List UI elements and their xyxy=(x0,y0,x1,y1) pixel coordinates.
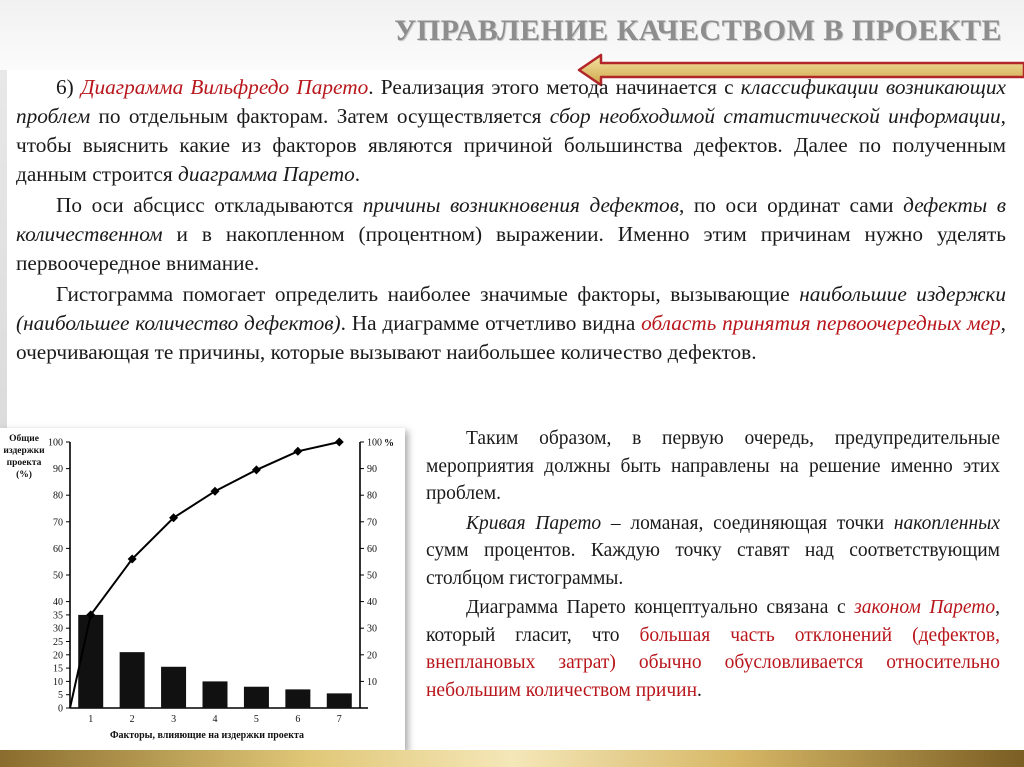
y-tick-label: 5 xyxy=(58,690,63,702)
red-span: большая часть отклонений (дефектов, внеплановых затрат) обычно обусловливается относительно небольшим количеством причин xyxy=(426,624,1000,701)
italic-span: сбор необходимой статистической информации xyxy=(549,104,1001,128)
x-tick-label: 5 xyxy=(253,714,259,725)
pareto-curve-point xyxy=(293,447,302,456)
text-span: , который гласит, что xyxy=(426,597,1001,646)
text-span: . Реализация этого метода начинается с xyxy=(368,75,741,99)
x-tick-label: 6 xyxy=(295,714,301,725)
italic-span: классификации возникающих проблем xyxy=(16,75,1006,128)
y-axis-label-line: проекта xyxy=(6,458,42,468)
pareto-chart xyxy=(0,428,405,751)
y2-axis-label: % xyxy=(384,438,394,449)
x-tick-label: 4 xyxy=(212,714,218,725)
y-tick-label: 70 xyxy=(53,517,63,529)
y2-tick-label: 90 xyxy=(367,464,377,476)
red-italic-span: область принятия первоочередных мер xyxy=(641,311,1001,335)
italic-span: причины возникновения дефектов xyxy=(362,193,679,217)
bar xyxy=(120,652,145,708)
bar xyxy=(244,687,269,708)
y2-tick-label: 80 xyxy=(367,490,377,502)
text-span: . На диаграмме отчетливо видна xyxy=(340,311,642,335)
text-span: . xyxy=(354,162,361,186)
text-span: сумм процентов. Каждую точку ставят над соответствующим столбцом гистограммы. xyxy=(426,540,1000,589)
bar xyxy=(327,693,352,708)
pareto-chart-svg xyxy=(0,428,405,751)
paragraph-axes xyxy=(16,191,1006,278)
y2-tick-label: 40 xyxy=(367,597,377,609)
y2-tick-label: 60 xyxy=(367,543,377,555)
y2-tick-label: 70 xyxy=(367,517,377,529)
bar xyxy=(203,681,228,708)
text-span: – ломаная, соединяющая точки xyxy=(601,512,894,534)
pareto-curve-line xyxy=(70,442,339,708)
side-text xyxy=(426,425,1000,704)
text-span: , по оси ординат сами xyxy=(678,193,904,217)
y-tick-label: 60 xyxy=(53,543,63,555)
bar xyxy=(285,689,310,708)
text-span: Гистограмма помогает определить наиболее значимые факторы, вызывающие xyxy=(56,282,800,306)
bar xyxy=(78,615,103,708)
italic-span: дефекты в количественном xyxy=(16,193,1006,246)
y-tick-label: 10 xyxy=(53,676,63,688)
paragraph-conclusion: Таким образом, в первую очередь, предупредительные мероприятия должны быть направлены на решение именно этих проблем. xyxy=(426,428,1000,504)
y-tick-label: 40 xyxy=(53,597,63,609)
y-axis-label-line: (%) xyxy=(16,470,32,480)
y-tick-label: 35 xyxy=(53,610,63,622)
text-span: Диаграмма Парето концептуально связана с xyxy=(466,597,855,618)
y-tick-label: 25 xyxy=(53,637,63,648)
y2-tick-label: 30 xyxy=(367,623,377,635)
y-axis-label-line: Общие xyxy=(9,434,39,444)
x-tick-label: 1 xyxy=(88,714,94,725)
x-tick-label: 7 xyxy=(336,714,342,725)
y2-tick-label: 100 xyxy=(367,437,382,449)
y-tick-label: 100 xyxy=(48,437,63,449)
y-axis-label-line: издержки xyxy=(3,446,45,456)
italic-span: накопленных xyxy=(893,512,1000,534)
pareto-curve-point xyxy=(335,438,344,447)
paragraph-pareto-intro xyxy=(16,73,1006,189)
y-tick-label: 20 xyxy=(53,650,63,662)
y-tick-label: 0 xyxy=(58,703,63,715)
bar xyxy=(161,667,186,708)
text-span: по отдельным факторам. Затем осуществляется xyxy=(90,104,550,128)
red-italic-span: законом Парето xyxy=(854,597,996,618)
y2-tick-label: 10 xyxy=(367,676,377,688)
x-tick-label: 2 xyxy=(129,714,135,725)
y-tick-label: 50 xyxy=(53,570,63,582)
text-span: и в накопленном (процентном) выражении. Именно этим причинам нужно уделять первоочередное внимание. xyxy=(16,222,1006,275)
y2-tick-label: 20 xyxy=(367,650,377,662)
y-tick-label: 90 xyxy=(53,464,63,476)
x-axis-label: Факторы, влияющие на издержки проекта xyxy=(109,730,305,741)
text-span: По оси абсцисс откладываются xyxy=(56,193,363,217)
text-span: . xyxy=(697,679,702,701)
italic-span: наибольшие издержки (наибольшее количество дефектов) xyxy=(16,282,1006,335)
y-tick-label: 15 xyxy=(53,663,63,675)
y-tick-label: 30 xyxy=(53,623,63,635)
term-pareto-diagram: Диаграмма Вильфредо Парето xyxy=(80,75,369,99)
page-title: УПРАВЛЕНИЕ КАЧЕСТВОМ В ПРОЕКТЕ xyxy=(394,14,1002,47)
item-number: 6) xyxy=(56,75,81,99)
paragraph-pareto-curve xyxy=(426,510,1000,593)
x-tick-label: 3 xyxy=(171,714,177,725)
y2-tick-label: 50 xyxy=(367,570,377,582)
main-text xyxy=(16,73,1006,367)
paragraph-pareto-law xyxy=(426,594,1000,704)
y-tick-label: 80 xyxy=(53,490,63,502)
text-span: , очерчивающая те причины, которые вызывают наибольшее количество дефектов. xyxy=(16,311,1006,364)
pareto-curve-point xyxy=(252,465,261,474)
italic-span: диаграмма Парето xyxy=(178,162,355,186)
bottom-gold-bar xyxy=(0,750,1024,767)
italic-span: Кривая Парето xyxy=(466,512,602,534)
paragraph-histogram xyxy=(16,280,1006,367)
text-span: , чтобы выяснить какие из факторов являются причиной большинства дефектов. Далее по полученным данным строится xyxy=(16,104,1006,186)
